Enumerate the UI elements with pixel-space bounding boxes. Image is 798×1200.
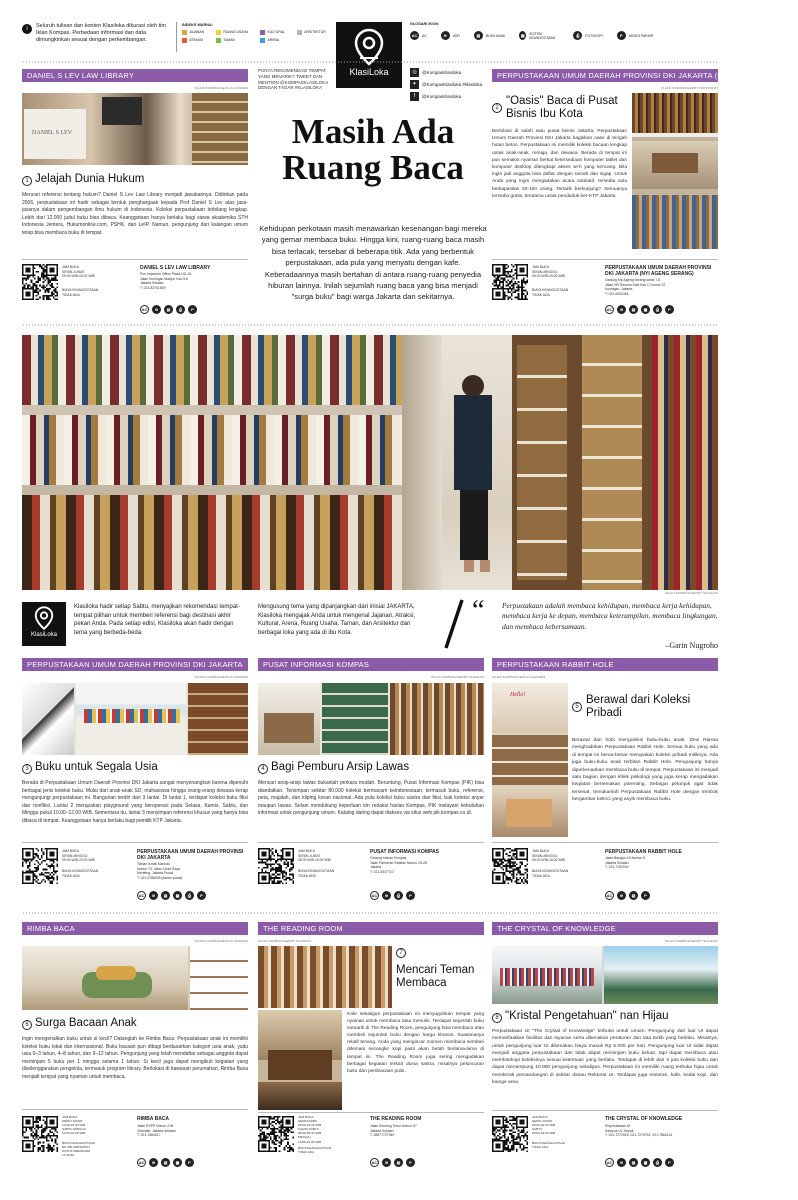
book-icon: ▤ bbox=[629, 305, 638, 314]
qr-code[interactable] bbox=[492, 264, 528, 300]
glossary-item bbox=[617, 31, 654, 40]
instagram-icon: ◎ bbox=[410, 68, 419, 77]
ac-icon: AC bbox=[137, 891, 146, 900]
facility-icons bbox=[140, 305, 197, 314]
hero-photo bbox=[22, 335, 718, 590]
section-header: RIMBA BACA bbox=[22, 922, 248, 935]
p-icon: P bbox=[188, 305, 197, 314]
facility-icons bbox=[605, 891, 650, 900]
locker-icon: ▦ bbox=[173, 1158, 182, 1167]
facility-icons bbox=[605, 305, 674, 314]
wifi-icon: ≋ bbox=[149, 1158, 158, 1167]
ac-icon: AC bbox=[370, 891, 379, 900]
social-link[interactable] bbox=[410, 92, 484, 101]
legend-label: RUANG USAHA bbox=[223, 30, 249, 35]
place-title-row: 4 Bagi Pemburu Arsip Lawas bbox=[258, 761, 484, 774]
about-text-2: Mengusung tema yang dipanjangkan dari inisial JAKARTA, Klasiloka mengajak Anda untuk mengenal Jajanan, Atraksi, Kultural, Arena, Ruang Usaha, Taman, dan Arsitektur dari berbagai loka yang ada di ibu Kota. bbox=[258, 604, 416, 636]
info-icon: i bbox=[22, 24, 32, 34]
p-icon: P bbox=[197, 891, 206, 900]
legend-swatch bbox=[297, 30, 302, 35]
glossary-label: AC bbox=[422, 33, 427, 38]
glossary-item bbox=[573, 31, 602, 40]
wifi-icon: ≋ bbox=[441, 31, 450, 40]
legend-item bbox=[216, 38, 254, 43]
legend-item bbox=[297, 30, 332, 35]
social-label: @KompasKlasiloka #klasiloka bbox=[422, 81, 483, 87]
copy-icon: ⎙ bbox=[394, 891, 403, 900]
copy-icon: ⎙ bbox=[573, 31, 582, 40]
slash-mark bbox=[442, 598, 466, 650]
facility-icons bbox=[605, 1158, 674, 1167]
about-text-1: Klasiloka hadir setiap Sabtu, menyajikan rekomendasi tempat-tempat pilihan untuk memberi referensi bagi destinasi akhir pekan Anda. Pada setiap edisi, Klasiloka akan hadir dengan tema yang berbeda-beda. bbox=[74, 604, 240, 636]
book-icon: ▤ bbox=[474, 31, 483, 40]
ac-icon: AC bbox=[370, 1158, 379, 1167]
place-body: Mencari arsip-arsip lawas bukanlah perkara mudah. Beruntung, Pusat Informasi Kompas (PIK) bisa diandalkan. Tersimpan sekitar 80.000 koleksi bermacam keindonesiaan, termasuk buku, referensi, peta, majalah, dan kliping koran nasional. Ada pula koleksi buku sastra dan fiksi, bak koleksi anyar maupun lawas. Selain mendukung keperluan tim redaksi harian Kompas, PIK melayani kebutuhan informasi untuk pengunjung umum. Katalog daring dapat diakses via situs web pik.kompas.co.id. bbox=[258, 780, 484, 817]
glossary-label: FOTOKOPI bbox=[585, 33, 603, 38]
place-body: Berawal dari hobi mengoleksi buku-buku anak, Devi Raissa menghadirkan Perpustakaan Rabbit Hole. Semua buku yang ada di tempat ini benar-benar merupakan koleksi pribadi miliknya. Ada juga buku-buku anak terbitan Rabbit Hole. Pengunjung hanya diperkenankan membaca buku di tempat. Perpustakaan ini menjadi satu bagian dengan klinik psikologi yang juga kerap mengadakan kegiatan bertemakan parenting. Sebagai petunjuk agar tidak tersesat, temukanlah Perpustakaan Rabbit Hole dengan tembok bergambar kelinci yang asyik membaca buku. bbox=[572, 738, 718, 803]
p-icon: P bbox=[641, 891, 650, 900]
qr-code[interactable] bbox=[22, 264, 58, 300]
ac-icon: AC bbox=[140, 305, 149, 314]
facility-icons bbox=[370, 891, 415, 900]
library-photo bbox=[258, 1010, 342, 1110]
place-title-row: 6 Surga Bacaan Anak bbox=[22, 1017, 248, 1030]
glossary-item bbox=[410, 31, 427, 40]
section-header: PERPUSTAKAAN RABBIT HOLE bbox=[492, 658, 718, 671]
place-title-row: 1 Jelajah Dunia Hukum bbox=[22, 173, 248, 186]
legend-item bbox=[216, 30, 254, 35]
legend-item bbox=[182, 38, 210, 43]
section-header: PERPUSTAKAAN UMUM DAERAH PROVINSI DKI JAKARTA bbox=[22, 658, 248, 671]
place-body: Mencari referensi tentang hukum? Daniel S Lev Law Library menjadi jawabannya. Didirikan pada 2006, perpustakaan ini hadir sebagai bentuk penghargaan kepada Prof Daniel S Lev atas jasa-jasanya dalam pengembangan ilmu hukum di Indonesia. Koleksi perpustakaan terbilang lengkap. Lebih dari 12.000 judul buku bisa dibaca. Keanggotaan hanya berlaku bagi siswa akademika STH Indonesia Jentera, Hukumonline.com, PSHK, dan LeIP. Namun, pengunjung dari kalangan umum tetap bisa membaca buku di tempat. bbox=[22, 192, 248, 236]
section-header: DANIEL S LEV LAW LIBRARY bbox=[22, 69, 248, 82]
wifi-icon: ≋ bbox=[152, 305, 161, 314]
section-header: PERPUSTAKAAN UMUM DAERAH PROVINSI DKI JAKARTA (NYI AGENG SERANG) bbox=[492, 69, 718, 82]
legend-item bbox=[260, 38, 291, 43]
library-photo bbox=[22, 946, 248, 1010]
glossary-item bbox=[519, 31, 559, 40]
place-title-row: 7 Mencari Teman Membaca bbox=[396, 949, 475, 989]
wifi-icon: ≋ bbox=[617, 1158, 626, 1167]
legend-label: TAMAN bbox=[223, 38, 235, 43]
facility-icons bbox=[137, 891, 206, 900]
legend-label: ARENA bbox=[267, 38, 280, 43]
facebook-icon: f bbox=[410, 92, 419, 101]
klasiloka-logo: KlasiLoka bbox=[336, 22, 402, 88]
wifi-icon: ≋ bbox=[617, 305, 626, 314]
library-photo bbox=[22, 683, 248, 755]
quote-text: Perpustakaan adalah membaca kehidupan, membaca kerja kehidupan, membaca kerja ke depan, membaca keterampilan, membaca lingkungan, dan membaca kebersamaan. bbox=[502, 601, 718, 631]
p-icon: P bbox=[406, 1158, 415, 1167]
legend-swatch bbox=[182, 38, 187, 43]
legend-swatch bbox=[182, 30, 187, 35]
place-title-row: 8 "Kristal Pengetahuan" nan Hijau bbox=[492, 1010, 718, 1023]
locker-icon: ▦ bbox=[641, 305, 650, 314]
section-header: THE READING ROOM bbox=[258, 922, 484, 935]
book-icon: ▤ bbox=[629, 1158, 638, 1167]
place-body: Berada di Perpustakaan Umum Daerah Provinsi DKI Jakarta sangat menyenangkan karena dipenuhi berbagai jenis koleksi buku. Mulai dari anak-anak SD, mahasiswa hingga orang-orang dewasa kerap mengunjungi perpustakaan ini. Bangunan terdiri dari 3 lantai. Di lantai 1, terdapat koleksi buku fiksi dan nonfiksi. Lantai 2 merupakan playground yang beroperasi pada Selasa, Kamis, Sabtu, dan Minggu pukul 10.00–12.00 WIB. Sementara itu, lantai 3 menyimpan referensi khusus yang hanya bisa dibaca di tempat. Keanggotaan hanya berlaku bagi pemilik KTP Jakarta. bbox=[22, 780, 248, 824]
klasiloka-logo-small: KlasiLoka bbox=[22, 602, 66, 646]
library-photo: DANIEL S LEV bbox=[22, 93, 248, 165]
qr-code[interactable] bbox=[258, 848, 294, 884]
glossary-label: AKSES PARKIR bbox=[628, 33, 654, 38]
legend-label: ARSITEKTUR bbox=[304, 30, 326, 35]
glossary-label: SISTEM KEANGGOTAAN bbox=[529, 31, 556, 40]
p-icon: P bbox=[665, 305, 674, 314]
twitter-icon: ✦ bbox=[410, 80, 419, 89]
locker-icon: ▦ bbox=[519, 31, 526, 40]
book-icon: ▤ bbox=[161, 891, 170, 900]
book-icon: ▤ bbox=[164, 305, 173, 314]
ac-icon: AC bbox=[410, 31, 419, 40]
legend-swatch bbox=[260, 38, 265, 43]
headline: Masih Ada Ruang Baca bbox=[282, 112, 464, 187]
wifi-icon: ≋ bbox=[617, 891, 626, 900]
social-label: @KompasKlasiloka bbox=[422, 69, 462, 75]
legend-label: KULTURAL bbox=[267, 30, 285, 35]
qr-code[interactable] bbox=[492, 848, 528, 884]
p-icon: P bbox=[665, 1158, 674, 1167]
place-title-row: 3 Buku untuk Segala Usia bbox=[22, 761, 248, 774]
qr-code[interactable] bbox=[22, 1116, 58, 1152]
pin-icon bbox=[33, 606, 55, 630]
copy-icon: ⎙ bbox=[176, 305, 185, 314]
place-body: Perpustakaan UI "The Crystal of Knowledge" terbuka untuk umum. Pengunjung dari luar UI dapat memanfaatkan fasilitas dan layanan serta dikenakan peraturan dan tata tertib yang berlaku. Misalnya, untuk pengunjung luar UI dikenakan biaya masuk Rp 5.000 per hari. Pengunjung luar UI tidak dapat menjadi anggota perpustakaan dan tidak dapat meminjam buku keluar, tapi dapat membaca atau memfotokopi koleksinya sesuai ketentuan yang berlaku. Terdapat di lebih dari 4 juta koleksi buku dan dapat menampung 10.000 pengunjung sekaligus. Perpustakaan ini memiliki ruang terbuka hijau untuk menikmati pemandangan di sekitar danau Rektorat UI. Terdapat juga restoran, kafe, kedai kopi, dan lounge area. bbox=[492, 1029, 718, 1086]
place-body: Kafe sekaligus perpustakaan ini menyuguhkan tempat yang nyaman untuk membaca atau menulis. Terdapat sejumlah buku menarik di The Reading Room, pengunjung bisa membaca atau membeli sejumlah buku dengan harga khusus. Suasananya relatif tenang. Anda yang mengincar momen membaca sembari ditemani secangkir kopi pasti akan betah berlama-lama di tempat ini. The Reading Room juga sering mengadakan berbagai kegiatan terkait dunia sastra, misalnya peluncuran buku dan pembacaan puisi. bbox=[347, 1012, 484, 1074]
legend-swatch bbox=[216, 30, 221, 35]
p-icon: P bbox=[406, 891, 415, 900]
legend-item bbox=[182, 30, 210, 35]
icon-glossary: GLOSARI IKON: AC AC ≋ WIFI ▤ BUKU ANAK ▦ SISTEM KEANGGOTAAN ⎙ FOTOKOPI P AKSES PARKIR bbox=[410, 22, 654, 40]
qr-code[interactable] bbox=[22, 848, 58, 884]
qr-code[interactable] bbox=[492, 1116, 528, 1152]
place-body: Berlokasi di salah satu pusat bisnis Jakarta, Perpustakaan Umum Daerah Provinsi DKI Jakarta bagaikan oase di tengah hutan beton. Perpustakaan ini memiliki koleksi bacaan lengkap untuk anak-anak, remaja, dan dewasa. Berada di tempat ini pun semakin nyaman berkat ketersediaan komputer tablet dan komputer desktop dilengkapi akses wi-fi yang kencang. Bila ingin jadi anggota bisa daftar dengan ramah dan sigap. Untuk Anda yang ingin mengadakan acara edukatif, tersedia aula berkapasitas 50-150 orang. Tertarik berkunjung? Semuanya tersedia gratis, terutama untuk penduduk ber-KTP Jakarta. bbox=[492, 129, 627, 199]
library-photo bbox=[258, 683, 484, 755]
place-title-row: 2 "Oasis" Baca di Pusat Bisnis Ibu Kota bbox=[492, 95, 627, 121]
section-header: PUSAT INFORMASI KOMPAS bbox=[258, 658, 484, 671]
book-icon: ▤ bbox=[161, 1158, 170, 1167]
book-icon: ▤ bbox=[629, 891, 638, 900]
p-icon: P bbox=[617, 31, 626, 40]
wifi-icon: ≋ bbox=[382, 1158, 391, 1167]
quote-author: –Garin Nugroho bbox=[665, 641, 718, 650]
copy-icon: ⎙ bbox=[653, 305, 662, 314]
facility-icons bbox=[370, 1158, 415, 1167]
wifi-icon: ≋ bbox=[149, 891, 158, 900]
social-label: @KompasKlasiloka bbox=[422, 93, 462, 99]
recommend-text: PUNYA REKOMENDASI TEMPAT YANG MENARIK? TWEET DAN MENTION @KOMPASKLASILOKA DENGAN TAGAR #KLASILOKA bbox=[258, 68, 329, 91]
library-photo bbox=[258, 946, 392, 1008]
intro-text: Seluruh tulisan dan konten Klasiloka dikurasi oleh tim Iklan Kompas. Perbedaan informasi dan data dimungkinkan sesuai dengan perkembangan. bbox=[36, 23, 166, 43]
social-link[interactable] bbox=[410, 68, 484, 77]
library-photo bbox=[492, 946, 718, 1004]
locker-icon: ▦ bbox=[641, 1158, 650, 1167]
ac-icon: AC bbox=[605, 891, 614, 900]
legend-swatch bbox=[216, 38, 221, 43]
library-photo: Hello! bbox=[492, 683, 568, 837]
legend-label: JAJANAN bbox=[189, 30, 205, 35]
lede: Kehidupan perkotaan masih menawarkan kesenangan bagi mereka yang gemar membaca buku. Hingga kini, ruang-ruang baca masih bisa terlacak, tersebar di beberapa titik. Ada yang berbentuk perpustakaan, ada pula yang menyatu dengan kafe. Keberadaannya masih bertahan di antara ruang-ruang penyedia hiburan lainnya. Inilah sejumlah ruang baca yang bisa menjadi "surga buku" bagi warga Jakarta dan sekitarnya. bbox=[259, 224, 487, 302]
glossary-item bbox=[474, 31, 505, 40]
qr-code[interactable] bbox=[258, 1116, 294, 1152]
glossary-item bbox=[441, 31, 460, 40]
ac-icon: AC bbox=[605, 305, 614, 314]
social-list bbox=[410, 68, 484, 104]
quote-mark: “ bbox=[472, 595, 485, 626]
section-header: THE CRYSTAL OF KNOWLEDGE bbox=[492, 922, 718, 935]
glossary-label: WIFI bbox=[452, 33, 460, 38]
social-link[interactable] bbox=[410, 80, 484, 89]
legend-label: ATRAKSI bbox=[189, 38, 204, 43]
copy-icon: ⎙ bbox=[185, 891, 194, 900]
ac-icon: AC bbox=[605, 1158, 614, 1167]
library-photo bbox=[632, 93, 718, 249]
place-title-row: 5 Berawal dari Koleksi Pribadi bbox=[572, 694, 718, 720]
ac-icon: AC bbox=[137, 1158, 146, 1167]
p-icon: P bbox=[185, 1158, 194, 1167]
facility-icons bbox=[137, 1158, 194, 1167]
place-body: Ingin mengenalkan buku untuk si kecil? Datanglah ke Rimba Baca. Perpustakaan anak ini memiliki koleksi buku lokal dan internasional. Buku bacaan pun dibagi berdasarkan kategori usia anak, yaitu usia 0–3 tahun, 4–8 tahun, dan 9–12 tahun. Pengunjung yang telah mendaftar sebagai anggota dapat meminjam 5 buku per 1 minggu selama 1 tahun. Si kecil juga dapat mengikuti kegiatan yang diselenggarakan pengelola, termasuk program library. Berlokasi di kawasan perumahan, Rimba Baca menjadi tempat yang nyaman untuk membaca. bbox=[22, 1036, 248, 1080]
wifi-icon: ≋ bbox=[382, 891, 391, 900]
legend-item bbox=[260, 30, 291, 35]
legend-swatch bbox=[260, 30, 265, 35]
glossary-label: BUKU ANAK bbox=[485, 33, 506, 38]
locker-icon: ▦ bbox=[173, 891, 182, 900]
book-icon: ▤ bbox=[394, 1158, 403, 1167]
copy-icon: ⎙ bbox=[653, 1158, 662, 1167]
color-legend: INDEKS WARNA: JAJANAN RUANG USAHA KULTURAL ARSITEKTUR ATRAKSI TAMAN ARENA bbox=[182, 23, 332, 43]
